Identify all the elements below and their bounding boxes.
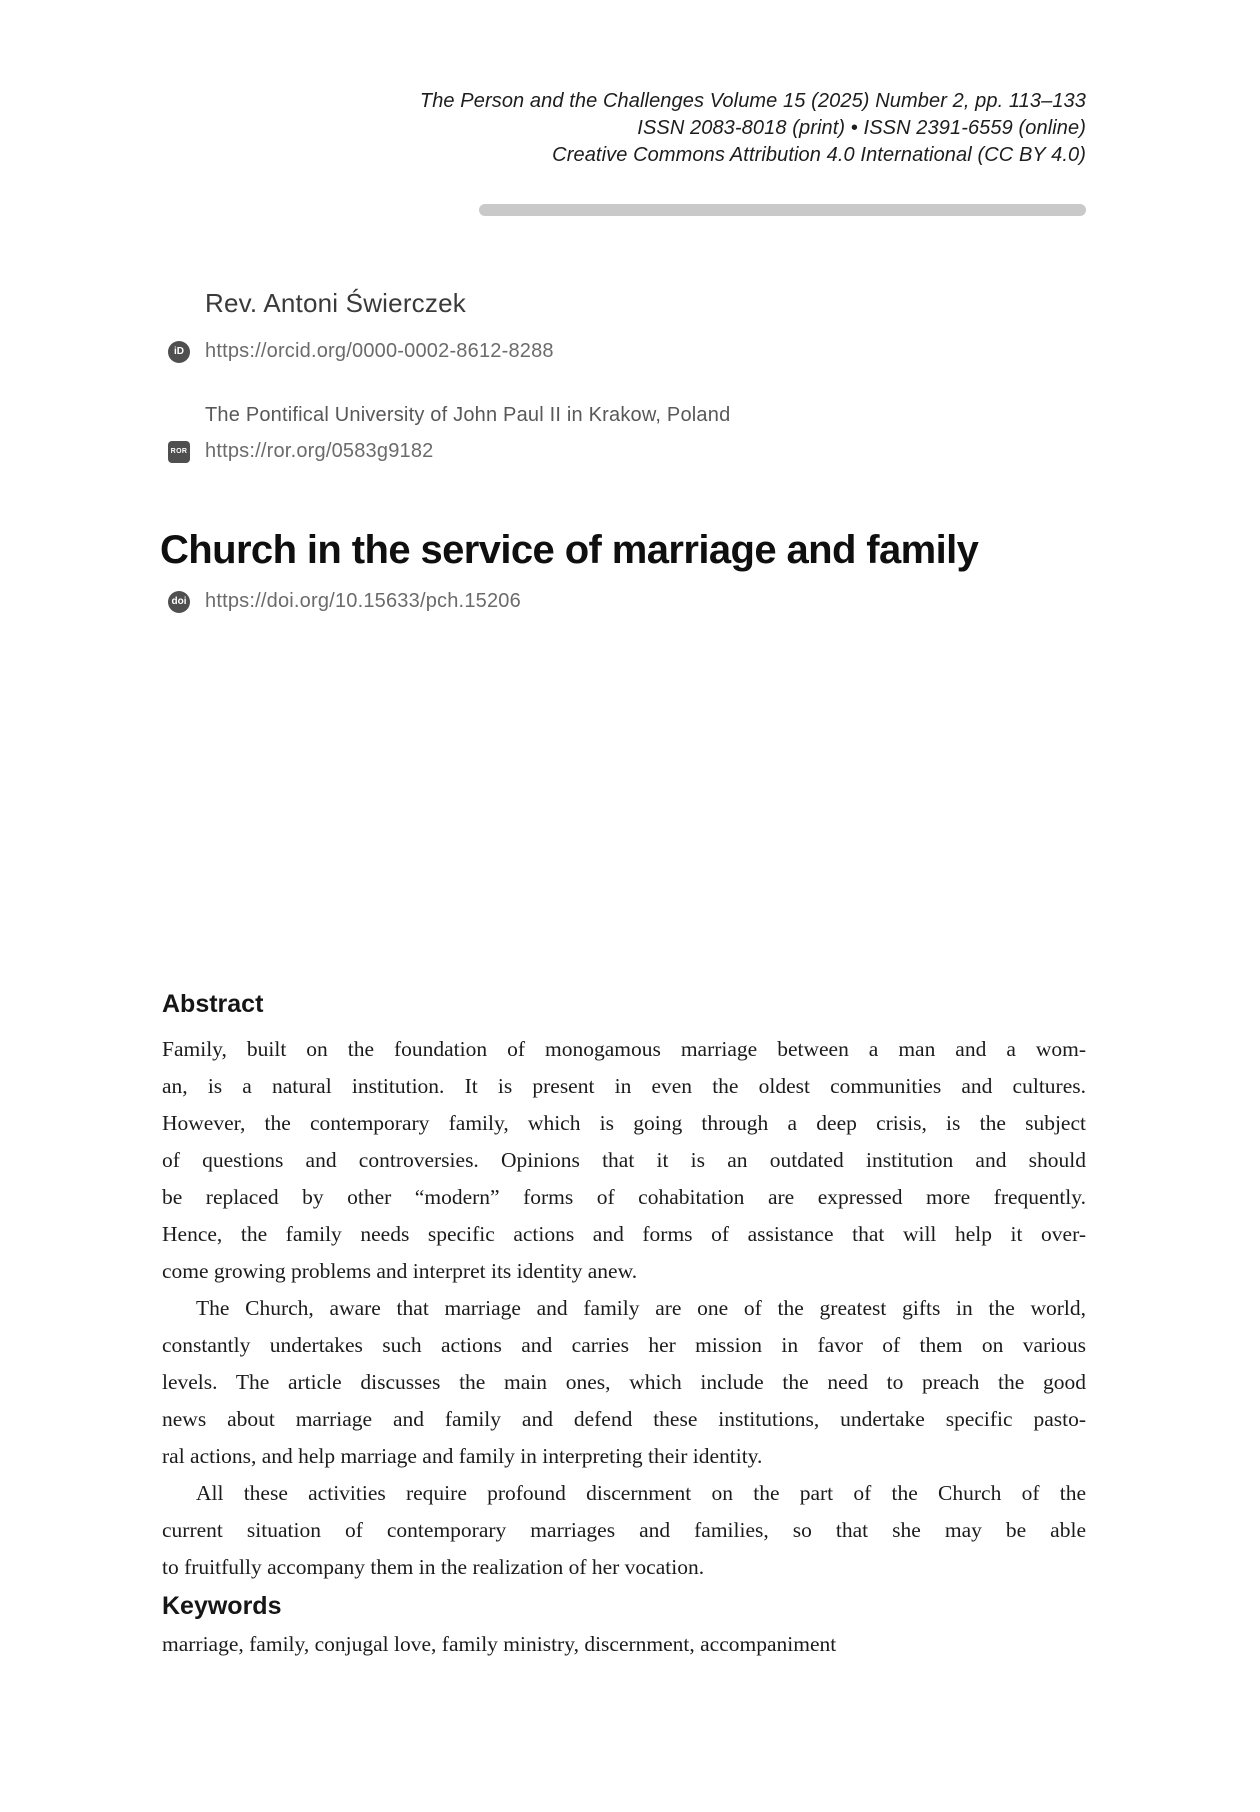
orcid-row [168, 340, 554, 363]
divider-bar [479, 204, 1086, 216]
orcid-icon: iD [168, 341, 190, 363]
abstract-line: constantly undertakes such actions and carries her mission in favor of them on various [162, 1333, 1086, 1357]
doi-row [168, 590, 521, 613]
abstract-line: However, the contemporary family, which is going through a deep crisis, is the subject [162, 1111, 1086, 1135]
abstract-line: Family, built on the foundation of monogamous marriage between a man and a wom- [162, 1037, 1086, 1061]
author-affiliation: The Pontifical University of John Paul II in Krakow, Poland [205, 404, 731, 426]
abstract-line: of questions and controversies. Opinions that it is an outdated institution and should [162, 1148, 1086, 1172]
abstract-line: current situation of contemporary marriages and families, so that she may be able [162, 1518, 1086, 1542]
abstract-line: levels. The article discusses the main ones, which include the need to preach the good [162, 1370, 1086, 1394]
ror-row [168, 440, 434, 463]
abstract-line: be replaced by other “modern” forms of cohabitation are expressed more frequently. [162, 1185, 1086, 1209]
author-name: Rev. Antoni Świerczek [205, 288, 466, 318]
abstract-body [162, 1031, 1086, 1586]
abstract-heading: Abstract [162, 990, 264, 1018]
journal-issn-line: ISSN 2083-8018 (print) • ISSN 2391-6559 (online) [637, 117, 1086, 139]
ror-link[interactable]: https://ror.org/0583g9182 [205, 440, 434, 462]
keywords-text: marriage, family, conjugal love, family ministry, discernment, accompaniment [162, 1632, 837, 1656]
journal-license-line: Creative Commons Attribution 4.0 International (CC BY 4.0) [552, 144, 1086, 166]
doi-icon: doi [168, 591, 190, 613]
orcid-link[interactable]: https://orcid.org/0000-0002-8612-8288 [205, 340, 554, 362]
abstract-line: come growing problems and interpret its identity anew. [162, 1259, 638, 1283]
article-title: Church in the service of marriage and family [160, 528, 979, 572]
abstract-line: to fruitfully accompany them in the realization of her vocation. [162, 1555, 705, 1579]
journal-volume-line: The Person and the Challenges Volume 15 (2025) Number 2, pp. 113–133 [419, 90, 1086, 112]
abstract-line: news about marriage and family and defend these institutions, undertake specific pasto- [162, 1407, 1086, 1431]
journal-header [420, 88, 1086, 169]
abstract-line: The Church, aware that marriage and family are one of the greatest gifts in the world, [196, 1296, 1086, 1320]
keywords-heading: Keywords [162, 1592, 282, 1620]
ror-icon: ROR [168, 441, 190, 463]
abstract-line: Hence, the family needs specific actions and forms of assistance that will help it over- [162, 1222, 1086, 1246]
abstract-line: an, is a natural institution. It is present in even the oldest communities and cultures. [162, 1074, 1086, 1098]
abstract-line: All these activities require profound discernment on the part of the Church of the [196, 1481, 1086, 1505]
doi-link[interactable]: https://doi.org/10.15633/pch.15206 [205, 590, 521, 612]
abstract-line: ral actions, and help marriage and family in interpreting their identity. [162, 1444, 763, 1468]
